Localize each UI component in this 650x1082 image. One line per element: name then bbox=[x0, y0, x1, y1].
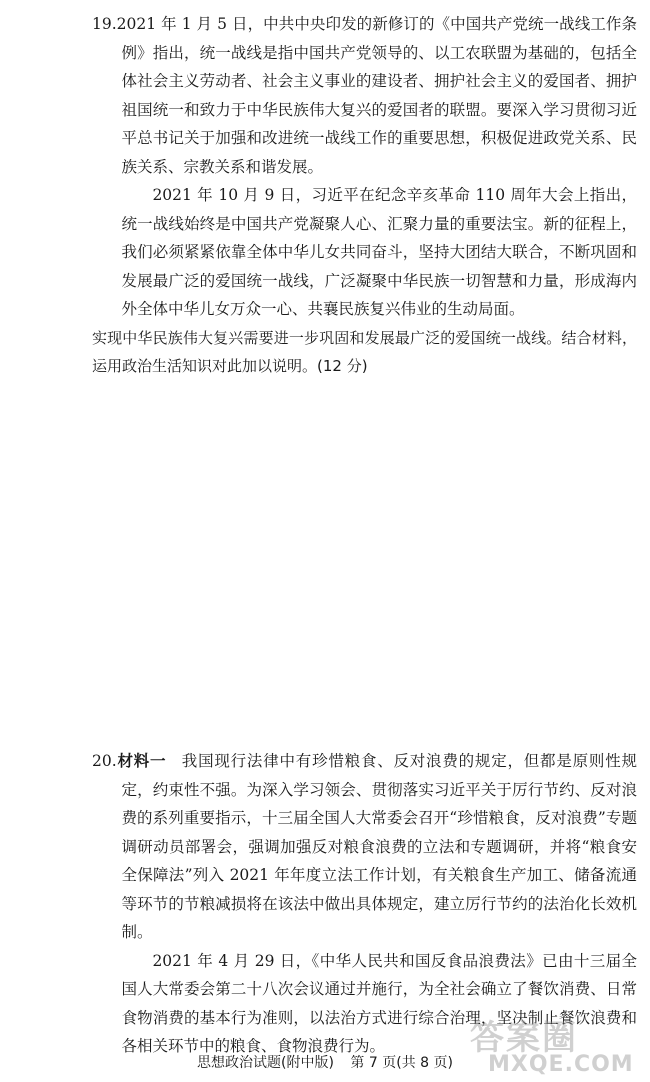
footer-page-number: 第 7 页(共 8 页) bbox=[350, 1055, 453, 1071]
q20-paragraph-2: 2021 年 4 月 29 日，《中华人民共和国反食品浪费法》已由十三届全国人大常委会第二十八次会议通过并施行，为全社会确立了餐饮消费、日常食物消费的基本行为准则，以法治方式进行综合治理，坚决制止餐饮浪费和各相关环节中的粮食、食物浪费行为。 bbox=[121, 951, 637, 1055]
q19-paragraph-1-text: 2021 年 1 月 5 日，中共中央印发的新修订的《中国共产党统一战线工作条例》指出，统一战线是指中国共产党领导的、以工农联盟为基础的，包括全体社会主义劳动者、社会主义事业的建设者、拥护社会主义的爱国者、拥护祖国统一和致力于中华民族伟大复兴的爱国者的联盟。要深入学习贯彻习近平总书记关于加强和改进统一战线工作的重要思想，积极促进政党关系、民族关系、宗教关系和谐发展。 bbox=[116, 15, 637, 176]
watermark-logo-text: 答案圈 bbox=[470, 1018, 578, 1058]
footer-subject: 思想政治试题(附中版) bbox=[197, 1055, 334, 1071]
q19-paragraph-1 bbox=[92, 10, 637, 181]
q20-paragraph-1-text: 我国现行法律中有珍惜粮食、反对浪费的规定，但都是原则性规定，约束性不强。为深入学习领会、贯彻落实习近平关于厉行节约、反对浪费的系列重要指示，十三届全国人大常委会召开“珍惜粮食，反对浪费”专题调研动员部署会，强调加强反对粮食浪费的立法和专题调研，并将“粮食安全保障法”列入 2021 年年度立法工作计划，有关粮食生产加工、储备流通等环节的节粮减损将在该法中做出具体规定，建立厉行节约的法治化长效机制。 bbox=[121, 752, 637, 941]
q20-number: 20. bbox=[92, 752, 117, 770]
q19-instruction: 实现中华民族伟大复兴需要进一步巩固和发展最广泛的爱国统一战线。结合材料，运用政治生活知识对此加以说明。(12 分) bbox=[92, 328, 637, 375]
question-19 bbox=[92, 10, 637, 381]
q19-number: 19. bbox=[92, 15, 117, 33]
q20-paragraph-1 bbox=[92, 747, 637, 947]
watermark-url: MXQE.COM bbox=[488, 1052, 634, 1077]
page-footer bbox=[0, 1052, 650, 1072]
q20-material-label: 材料一 bbox=[116, 752, 167, 770]
q19-paragraph-2: 2021 年 10 月 9 日，习近平在纪念辛亥革命 110 周年大会上指出，统一战线始终是中国共产党凝聚人心、汇聚力量的重要法宝。新的征程上，我们必须紧紧依靠全体中华儿女共同奋斗，坚持大团结大联合，不断巩固和发展最广泛的爱国统一战线，广泛凝聚中华民族一切智慧和力量，形成海内外全体中华儿女万众一心、共襄民族复兴伟业的生动局面。 bbox=[121, 186, 637, 318]
question-20 bbox=[92, 747, 637, 1061]
